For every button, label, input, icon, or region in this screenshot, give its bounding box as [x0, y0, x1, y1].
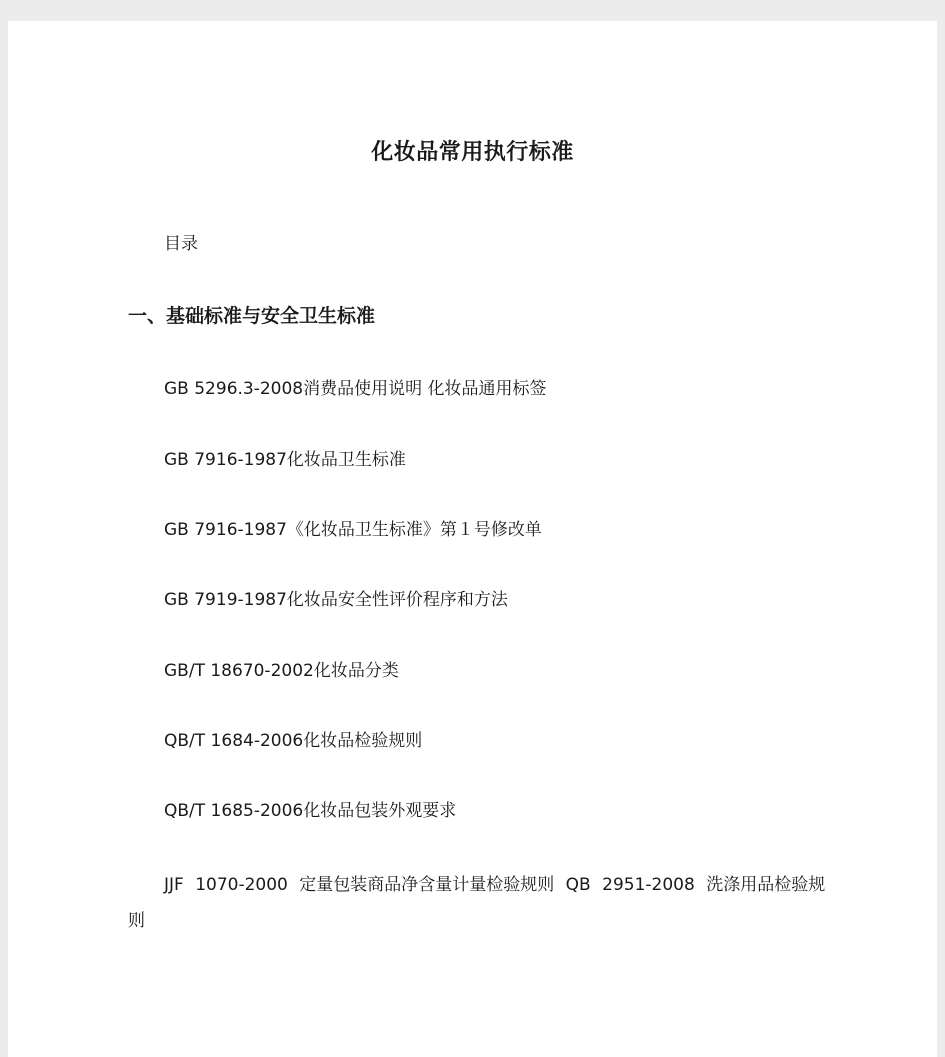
standard-item: GB 7919-1987化妆品安全性评价程序和方法 [164, 590, 508, 610]
standard-item: GB 7916-1987化妆品卫生标准 [164, 450, 406, 470]
section-heading: 一、基础标准与安全卫生标准 [128, 305, 376, 327]
standard-item: QB/T 1685-2006化妆品包装外观要求 [164, 801, 457, 821]
standard-item: JJF 1070-2000 定量包装商品净含量计量检验规则 QB 2951-2008 洗涤用品检验规则 [128, 875, 826, 931]
standard-item: GB/T 18670-2002化妆品分类 [164, 661, 399, 681]
toc-label: 目录 [164, 234, 198, 254]
document-page [8, 21, 937, 1057]
document-title: 化妆品常用执行标准 [371, 140, 574, 165]
standard-item: QB/T 1684-2006化妆品检验规则 [164, 731, 423, 751]
standard-item: GB 7916-1987《化妆品卫生标准》第１号修改单 [164, 520, 542, 540]
standard-item: GB 5296.3-2008消费品使用说明 化妆品通用标签 [164, 379, 547, 399]
